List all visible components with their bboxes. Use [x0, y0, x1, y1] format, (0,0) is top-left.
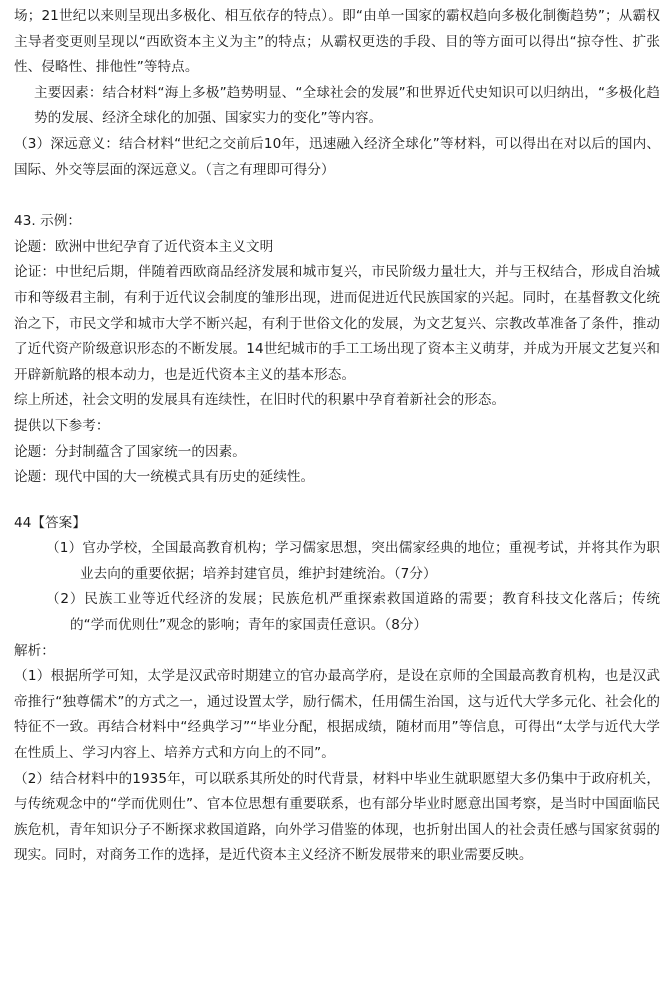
- q44-answer-1: （1）官办学校，全国最高教育机构；学习儒家思想，突出儒家经典的地位；重视考试，并将其作为职业去向的重要依据；培养封建官员，维护封建统治。（7分）: [46, 540, 660, 582]
- q43-reference-2: 论题：现代中国的大一统模式具有历史的延续性。: [14, 469, 315, 486]
- spacer: [14, 491, 660, 511]
- document-page: [14, 4, 660, 869]
- q44-heading: 44【答案】: [14, 514, 86, 531]
- spacer: [14, 183, 660, 209]
- q44-answer-2: （2）民族工业等近代经济的发展；民族危机严重探索救国道路的需要；教育科技文化落后；传统的“学而优则仕”观念的影响；青年的家国责任意识。（8分）: [46, 591, 660, 634]
- q43-reference-1: 论题：分封制蕴含了国家统一的因素。: [14, 443, 246, 460]
- q43-heading: 43. 示例：: [14, 213, 82, 230]
- q43-conclusion: 综上所述，社会文明的发展具有连续性，在旧时代的积累中孕育着新社会的形态。: [14, 392, 506, 409]
- q44-analysis-2: （2）结合材料中的1935年，可以联系其所处的时代背景，材料中毕业生就职愿望大多仍集中于政府机关，与传统观念中的“学而优则仕”、官本位思想有重要联系，也有部分毕业时愿意出国考察，是当时中国面临民族危机，青年知识分子不断探求救国道路，向外学习借鉴的体现，也折射出国人的社会责任感与国家贫弱的现实。同时，对商务工作的选择，是近代资本主义经济不断发展带来的职业需要反映。: [14, 770, 660, 864]
- q42-main-factors: 主要因素：结合材料“海上多极”趋势明显、“全球社会的发展”和世界近代史知识可以归纳出，“多极化趋势的发展、经济全球化的加强、国家实力的变化”等内容。: [34, 84, 660, 127]
- q44-analysis-label: 解析：: [14, 642, 55, 659]
- q42-continued-paragraph: 场；21世纪以来则呈现出多极化、相互依存的特点）。即“由单一国家的霸权趋向多极化制衡趋势”；从霸权主导者变更则呈现以“西欧资本主义为主”的特点；从霸权更迭的手段、目的等方面可以得出“掠夺性、扩张性、侵略性、排他性”等特点。: [14, 8, 660, 76]
- q42-significance: （3）深远意义：结合材料“世纪之交前后10年，迅速融入经济全球化”等材料，可以得出在对以后的国内、国际、外交等层面的深远意义。（言之有理即可得分）: [14, 135, 660, 178]
- q44-analysis-1: （1）根据所学可知，太学是汉武帝时期建立的官办最高学府，是设在京师的全国最高教育机构，也是汉武帝推行“独尊儒术”的方式之一，通过设置太学，励行儒术，任用儒生治国，这与近代大学多元化、社会化的特征不一致。再结合材料中“经典学习”“毕业分配，根据成绩，随材而用”等信息，可得出“太学与近代大学在性质上、学习内容上、培养方式和方向上的不同”。: [14, 668, 660, 762]
- q43-reference-intro: 提供以下参考：: [14, 417, 110, 434]
- q43-thesis: 论题：欧洲中世纪孕育了近代资本主义文明: [14, 238, 274, 255]
- q43-argument: 论证：中世纪后期，伴随着西欧商品经济发展和城市复兴，市民阶级力量壮大，并与王权结合，形成自治城市和等级君主制，有利于近代议会制度的雏形出现，进而促进近代民族国家的兴起。同时，在基督教文化统治之下，市民文学和城市大学不断兴起，有利于世俗文化的发展，为文艺复兴、宗教改革准备了条件，推动了近代资产阶级意识形态的不断发展。14世纪城市的手工工场出现了资本主义萌芽，并成为开展文艺复兴和开辟新航路的根本动力，也是近代资本主义的基本形态。: [14, 264, 660, 383]
